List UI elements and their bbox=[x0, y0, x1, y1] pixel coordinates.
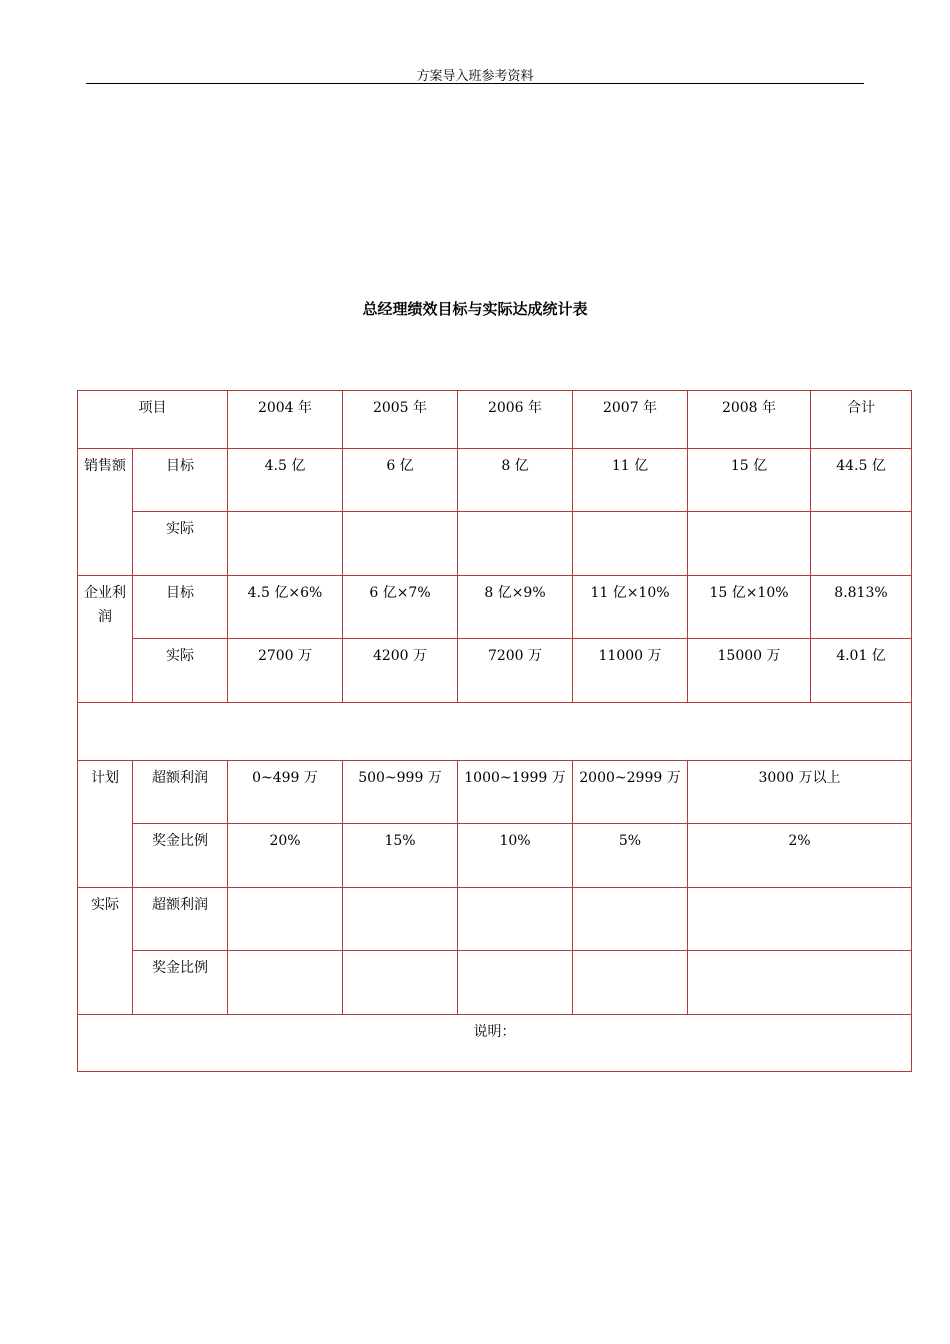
profit-target-2007: 11 亿×10% bbox=[573, 576, 688, 639]
sales-target-2008: 15 亿 bbox=[688, 449, 811, 512]
page-header-text: 方案导入班参考资料 bbox=[416, 69, 534, 84]
sales-target-total: 44.5 亿 bbox=[811, 449, 912, 512]
plan-ratio-2: 15% bbox=[343, 824, 458, 888]
sales-actual-2004 bbox=[228, 512, 343, 576]
real-excess-label: 超额利润 bbox=[133, 888, 228, 951]
real-category: 实际 bbox=[78, 888, 133, 1015]
header-year-2005: 2005 年 bbox=[343, 391, 458, 449]
note-cell: 说明： bbox=[78, 1015, 912, 1072]
sales-target-2005: 6 亿 bbox=[343, 449, 458, 512]
real-ratio-row bbox=[78, 951, 912, 1015]
plan-ratio-5: 2% bbox=[688, 824, 912, 888]
note-row bbox=[78, 1015, 912, 1072]
real-ratio-1 bbox=[228, 951, 343, 1015]
header-year-2007: 2007 年 bbox=[573, 391, 688, 449]
plan-ratio-1: 20% bbox=[228, 824, 343, 888]
sales-target-2004: 4.5 亿 bbox=[228, 449, 343, 512]
profit-target-label: 目标 bbox=[133, 576, 228, 639]
profit-target-total: 8.813% bbox=[811, 576, 912, 639]
profit-actual-2004: 2700 万 bbox=[228, 639, 343, 703]
sales-actual-2007 bbox=[573, 512, 688, 576]
plan-ratio-row bbox=[78, 824, 912, 888]
plan-category: 计划 bbox=[78, 761, 133, 888]
table-title: 总经理绩效目标与实际达成统计表 bbox=[362, 300, 588, 318]
profit-target-2008: 15 亿×10% bbox=[688, 576, 811, 639]
header-year-2008: 2008 年 bbox=[688, 391, 811, 449]
profit-actual-2005: 4200 万 bbox=[343, 639, 458, 703]
real-excess-4 bbox=[573, 888, 688, 951]
plan-ratio-label: 奖金比例 bbox=[133, 824, 228, 888]
header-row bbox=[78, 391, 912, 449]
header-year-2004: 2004 年 bbox=[228, 391, 343, 449]
profit-actual-2008: 15000 万 bbox=[688, 639, 811, 703]
header-total: 合计 bbox=[811, 391, 912, 449]
real-excess-2 bbox=[343, 888, 458, 951]
profit-actual-label: 实际 bbox=[133, 639, 228, 703]
performance-table bbox=[77, 390, 912, 1072]
real-ratio-5 bbox=[688, 951, 912, 1015]
real-excess-row bbox=[78, 888, 912, 951]
sales-actual-2008 bbox=[688, 512, 811, 576]
sales-actual-2006 bbox=[458, 512, 573, 576]
profit-actual-row bbox=[78, 639, 912, 703]
real-excess-5 bbox=[688, 888, 912, 951]
sales-actual-label: 实际 bbox=[133, 512, 228, 576]
header-rule bbox=[86, 83, 864, 84]
sales-category: 销售额 bbox=[78, 449, 133, 576]
plan-excess-2: 500~999 万 bbox=[343, 761, 458, 824]
plan-excess-5: 3000 万以上 bbox=[688, 761, 912, 824]
plan-ratio-3: 10% bbox=[458, 824, 573, 888]
plan-excess-label: 超额利润 bbox=[133, 761, 228, 824]
real-ratio-4 bbox=[573, 951, 688, 1015]
sales-actual-total bbox=[811, 512, 912, 576]
plan-excess-3: 1000~1999 万 bbox=[458, 761, 573, 824]
spacer-row bbox=[78, 703, 912, 761]
profit-target-2006: 8 亿×9% bbox=[458, 576, 573, 639]
plan-excess-row bbox=[78, 761, 912, 824]
sales-actual-2005 bbox=[343, 512, 458, 576]
profit-actual-2007: 11000 万 bbox=[573, 639, 688, 703]
real-ratio-2 bbox=[343, 951, 458, 1015]
header-year-2006: 2006 年 bbox=[458, 391, 573, 449]
real-excess-1 bbox=[228, 888, 343, 951]
profit-target-2004: 4.5 亿×6% bbox=[228, 576, 343, 639]
sales-target-row bbox=[78, 449, 912, 512]
profit-actual-2006: 7200 万 bbox=[458, 639, 573, 703]
spacer-cell bbox=[78, 703, 912, 761]
profit-target-row bbox=[78, 576, 912, 639]
plan-excess-1: 0~499 万 bbox=[228, 761, 343, 824]
real-ratio-label: 奖金比例 bbox=[133, 951, 228, 1015]
sales-target-label: 目标 bbox=[133, 449, 228, 512]
profit-category: 企业利润 bbox=[78, 576, 133, 703]
plan-excess-4: 2000~2999 万 bbox=[573, 761, 688, 824]
real-ratio-3 bbox=[458, 951, 573, 1015]
profit-actual-total: 4.01 亿 bbox=[811, 639, 912, 703]
sales-target-2006: 8 亿 bbox=[458, 449, 573, 512]
plan-ratio-4: 5% bbox=[573, 824, 688, 888]
header-item: 项目 bbox=[78, 391, 228, 449]
profit-target-2005: 6 亿×7% bbox=[343, 576, 458, 639]
real-excess-3 bbox=[458, 888, 573, 951]
sales-target-2007: 11 亿 bbox=[573, 449, 688, 512]
sales-actual-row bbox=[78, 512, 912, 576]
